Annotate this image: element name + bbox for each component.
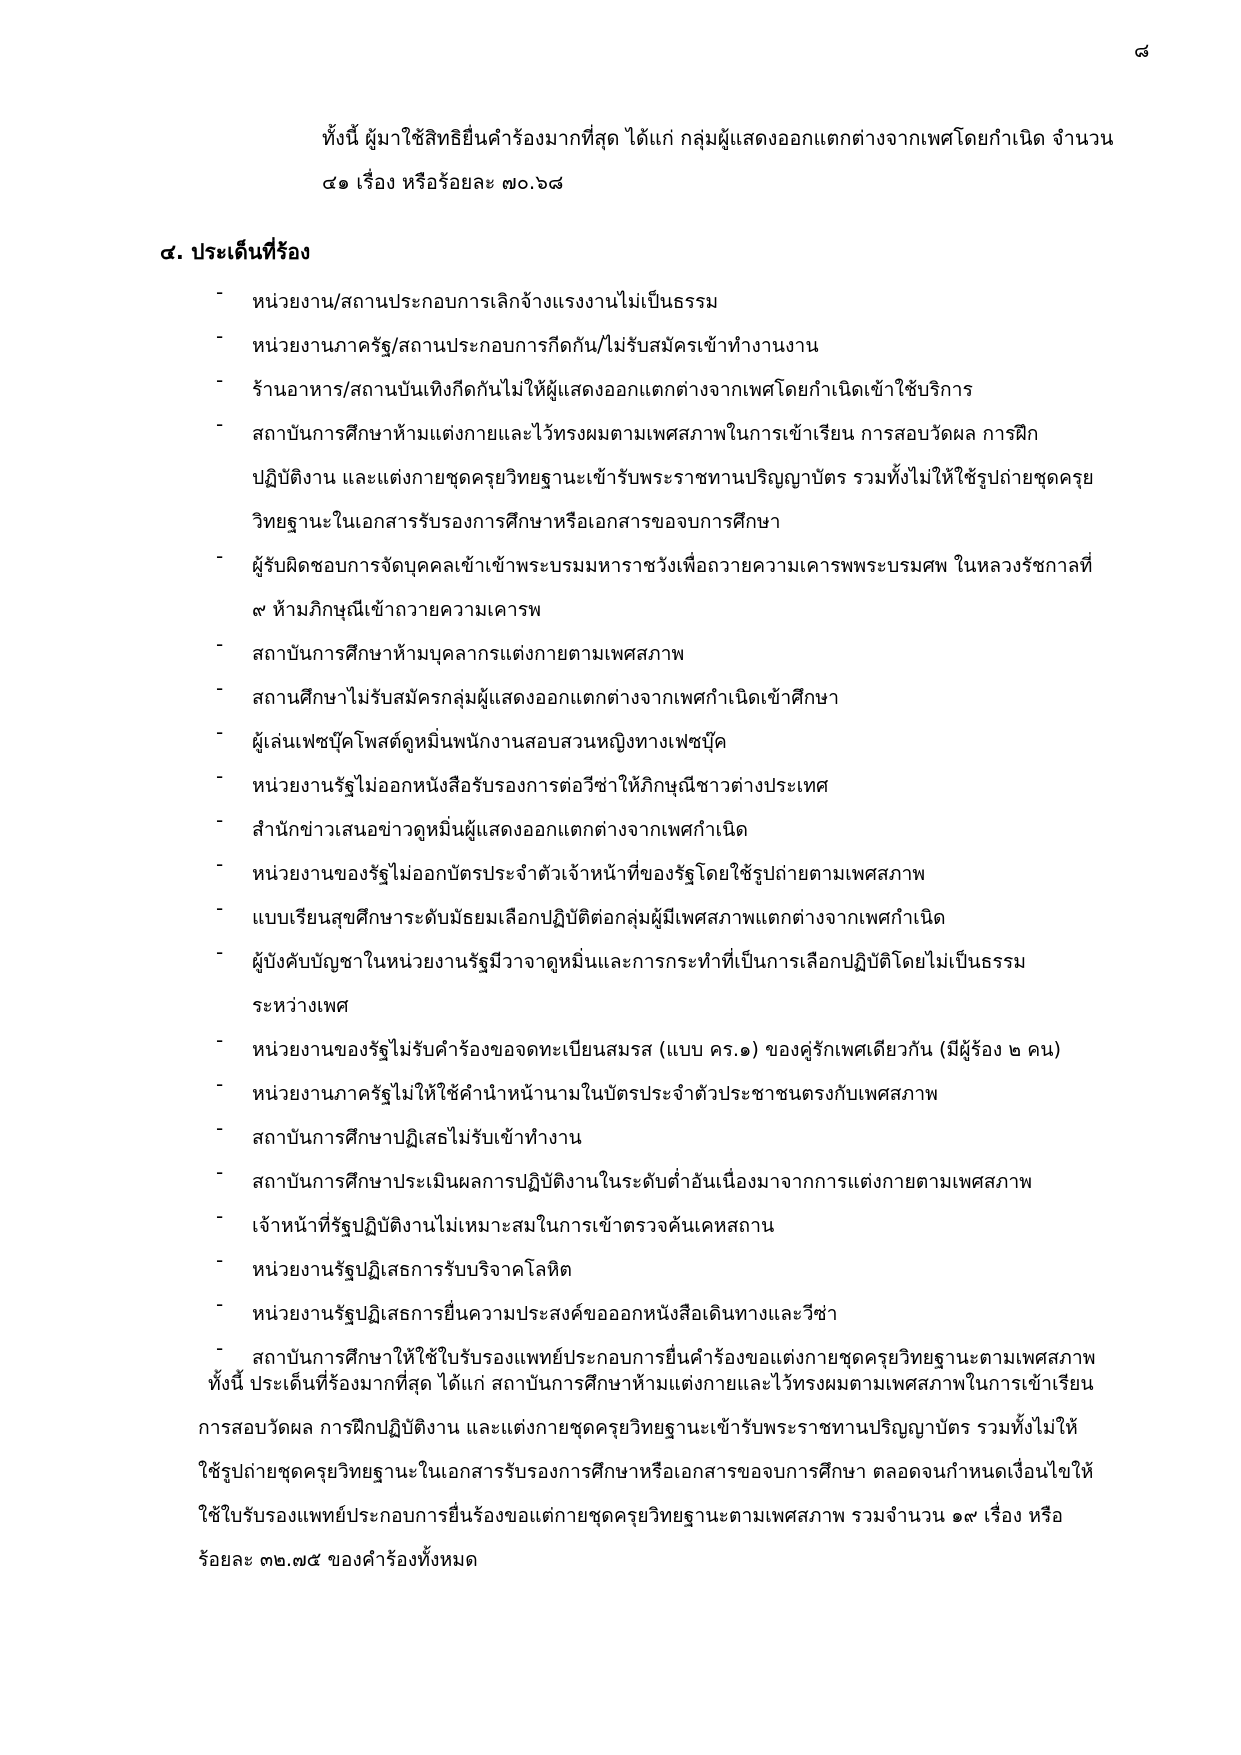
bullet-dash: - [216,368,224,392]
list-item-text: สถาบันการศึกษาให้ใช้ใบรับรองแพทย์ประกอบการยื่นคำร้องขอแต่งกายชุดครุยวิทยฐานะตามเพศสภาพ [252,1346,1096,1369]
list-item [0,808,1241,852]
bullet-dash: - [216,852,224,876]
bullet-dash: - [216,720,224,744]
list-item [0,1072,1241,1116]
bullet-dash: - [216,324,224,348]
list-item [0,676,1241,720]
summary-paragraph [198,1362,1158,1582]
summary-line: การสอบวัดผล การฝึกปฏิบัติงาน และแต่งกายชุดครุยวิทยฐานะเข้ารับพระราชทานปริญญาบัตร รวมทั้งไม่ให้ [198,1416,1078,1439]
list-item [0,324,1241,368]
list-item-text: ผู้บังคับบัญชาในหน่วยงานรัฐมีวาจาดูหมิ่นและการกระทำที่เป็นการเลือกปฏิบัติโดยไม่เป็นธรรม ระหว่างเพศ [252,950,1027,1017]
list-item [0,280,1241,324]
list-item [0,412,1241,544]
bullet-dash: - [216,896,224,920]
list-item [0,940,1241,1028]
bullet-dash: - [216,676,224,700]
list-item [0,764,1241,808]
summary-line: ทั้งนี้ ประเด็นที่ร้องมากที่สุด ได้แก่ สถาบันการศึกษาห้ามแต่งกายและไว้ทรงผมตามเพศสภาพในการเข้าเรียน [208,1372,1094,1395]
bullet-dash: - [216,1116,224,1140]
bullet-dash: - [216,1160,224,1184]
list-item-text: ผู้เล่นเฟซบุ๊คโพสต์ดูหมิ่นพนักงานสอบสวนหญิงทางเฟซบุ๊ค [252,730,727,753]
list-item-text: หน่วยงานของรัฐไม่รับคำร้องขอจดทะเบียนสมรส (แบบ คร.๑) ของคู่รักเพศเดียวกัน (มีผู้ร้อง ๒ คน) [252,1038,1062,1061]
list-item-text: หน่วยงานของรัฐไม่ออกบัตรประจำตัวเจ้าหน้าที่ของรัฐโดยใช้รูปถ่ายตามเพศสภาพ [252,862,926,885]
bullet-dash: - [216,1292,224,1316]
list-item-text: เจ้าหน้าที่รัฐปฏิบัติงานไม่เหมาะสมในการเข้าตรวจค้นเคหสถาน [252,1214,775,1237]
list-item [0,1204,1241,1248]
list-item-text: หน่วยงานรัฐไม่ออกหนังสือรับรองการต่อวีซ่าให้ภิกษุณีชาวต่างประเทศ [252,774,829,797]
list-item-text: หน่วยงานภาครัฐไม่ให้ใช้คำนำหน้านามในบัตรประจำตัวประชาชนตรงกับเพศสภาพ [252,1082,938,1105]
section-heading: ๔. ประเด็นที่ร้อง [160,240,311,264]
list-item-text: หน่วยงานภาครัฐ/สถานประกอบการกีดกัน/ไม่รับสมัครเข้าทำงานงาน [252,334,819,357]
bullet-dash: - [216,1204,224,1228]
list-item [0,368,1241,412]
list-item [0,896,1241,940]
list-item-text: สถาบันการศึกษาห้ามแต่งกายและไว้ทรงผมตามเพศสภาพในการเข้าเรียน การสอบวัดผล การฝึก ปฏิบัติงาน และแต่งกายชุดครุยวิทยฐานะเข้ารับพระราชทานปริญญาบัตร รวมทั้งไม่ให้ใช้รูปถ่ายชุดครุย วิทยฐานะในเอกสารรับรองการศึกษาหรือเอกสารขอจบการศึกษา [252,422,1094,533]
list-item-text: สถาบันการศึกษาห้ามบุคลากรแต่งกายตามเพศสภาพ [252,642,685,665]
summary-line: ใช้ใบรับรองแพทย์ประกอบการยื่นร้องขอแต่กายชุดครุยวิทยฐานะตามเพศสภาพ รวมจำนวน ๑๙ เรื่อง หรือ [198,1504,1064,1527]
list-item-text: สถาบันการศึกษาปฏิเสธไม่รับเข้าทำงาน [252,1126,582,1149]
list-item-text: หน่วยงานรัฐปฏิเสธการรับบริจาคโลหิต [252,1258,573,1281]
bullet-dash: - [216,808,224,832]
list-item [0,1028,1241,1072]
list-item [0,1248,1241,1292]
list-item-text: หน่วยงานรัฐปฏิเสธการยื่นความประสงค์ขอออกหนังสือเดินทางและวีซ่า [252,1302,838,1325]
list-item [0,1116,1241,1160]
list-item-text: ร้านอาหาร/สถานบันเทิงกีดกันไม่ให้ผู้แสดงออกแตกต่างจากเพศโดยกำเนิดเข้าใช้บริการ [252,378,973,401]
list-item [0,1292,1241,1336]
bullet-dash: - [216,764,224,788]
list-item [0,852,1241,896]
summary-line: ใช้รูปถ่ายชุดครุยวิทยฐานะในเอกสารรับรองการศึกษาหรือเอกสารขอจบการศึกษา ตลอดจนกำหนดเงื่อนไขให้ [198,1460,1094,1483]
list-item [0,544,1241,632]
summary-line: ร้อยละ ๓๒.๗๕ ของคำร้องทั้งหมด [198,1548,478,1571]
bullet-dash: - [216,412,224,436]
bullet-dash: - [216,1072,224,1096]
list-item-text: สถานศึกษาไม่รับสมัครกลุ่มผู้แสดงออกแตกต่างจากเพศกำเนิดเข้าศึกษา [252,686,839,709]
bullet-dash: - [216,1336,224,1360]
page-number: ๘ [1134,38,1150,62]
bullet-dash: - [216,280,224,304]
list-item [0,632,1241,676]
list-item-text: สถาบันการศึกษาประเมินผลการปฏิบัติงานในระดับต่ำอันเนื่องมาจากการแต่งกายตามเพศสภาพ [252,1170,1033,1193]
list-item [0,1160,1241,1204]
bullet-dash: - [216,940,224,964]
list-item-text: แบบเรียนสุขศึกษาระดับมัธยมเลือกปฏิบัติต่อกลุ่มผู้มีเพศสภาพแตกต่างจากเพศกำเนิด [252,906,946,929]
list-item-text: ผู้รับผิดชอบการจัดบุคคลเข้าเข้าพระบรมมหาราชวังเพื่อถวายความเคารพพระบรมศพ ในหลวงรัชกาลที่ ๙ ห้ามภิกษุณีเข้าถวายความเคารพ [252,554,1093,621]
list-item [0,720,1241,764]
bullet-dash: - [216,1028,224,1052]
intro-line-2: ๔๑ เรื่อง หรือร้อยละ ๗๐.๖๘ [322,170,564,194]
intro-line-1: ทั้งนี้ ผู้มาใช้สิทธิยื่นคำร้องมากที่สุด ได้แก่ กลุ่มผู้แสดงออกแตกต่างจากเพศโดยกำเนิด จำนวน [322,126,1114,150]
list-item-text: สำนักข่าวเสนอข่าวดูหมิ่นผู้แสดงออกแตกต่างจากเพศกำเนิด [252,818,748,841]
issue-list [0,280,1241,1380]
bullet-dash: - [216,632,224,656]
bullet-dash: - [216,544,224,568]
list-item-text: หน่วยงาน/สถานประกอบการเลิกจ้างแรงงานไม่เป็นธรรม [252,290,719,313]
bullet-dash: - [216,1248,224,1272]
